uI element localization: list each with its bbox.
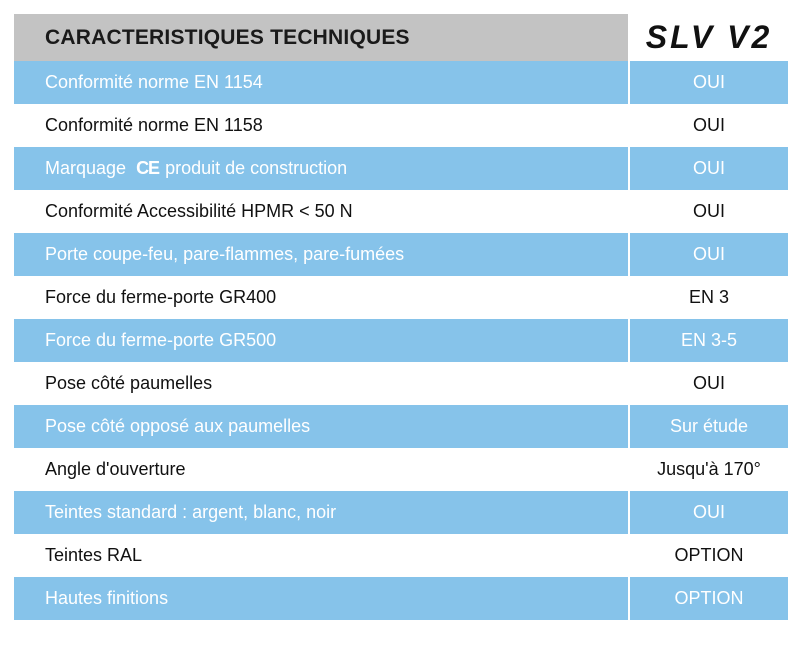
table-row — [14, 233, 788, 276]
row-value: OUI — [630, 147, 788, 190]
table-row — [14, 104, 788, 147]
row-value: Sur étude — [630, 405, 788, 448]
row-label: Hautes finitions — [14, 577, 628, 620]
table-row — [14, 319, 788, 362]
row-value: OUI — [630, 233, 788, 276]
row-label: Conformité norme EN 1158 — [45, 115, 263, 135]
row-value: OUI — [692, 373, 725, 393]
row-value: OUI — [630, 491, 788, 534]
label-prefix: Marquage — [45, 158, 127, 178]
label-suffix: produit de construction — [165, 158, 348, 178]
row-label: Pose côté opposé aux paumelles — [14, 405, 628, 448]
ce-mark-icon: CE — [136, 158, 160, 178]
row-label: Teintes RAL — [45, 545, 143, 565]
row-label: Force du ferme-porte GR400 — [45, 287, 277, 307]
row-value: OUI — [692, 115, 725, 135]
table-row — [14, 362, 788, 405]
row-label — [14, 147, 628, 190]
row-value: OUI — [630, 61, 788, 104]
table-row — [14, 61, 788, 104]
row-value: EN 3 — [688, 287, 730, 307]
row-value: EN 3-5 — [630, 319, 788, 362]
table-row — [14, 190, 788, 233]
row-label: Conformité norme EN 1154 — [14, 61, 628, 104]
row-value: Jusqu'à 170° — [657, 459, 761, 479]
product-name: SLV V2 — [630, 14, 788, 61]
row-value: OUI — [692, 201, 725, 221]
table-row — [14, 405, 788, 448]
row-value: OPTION — [674, 545, 744, 565]
row-label: Pose côté paumelles — [45, 373, 213, 393]
table-row — [14, 577, 788, 620]
table-row — [14, 147, 788, 190]
table-title: CARACTERISTIQUES TECHNIQUES — [14, 14, 628, 61]
spec-table — [14, 14, 788, 620]
row-label: Porte coupe-feu, pare-flammes, pare-fumées — [14, 233, 628, 276]
row-label: Conformité Accessibilité HPMR < 50 N — [45, 201, 353, 221]
table-header — [14, 14, 788, 61]
table-row — [14, 491, 788, 534]
row-label: Force du ferme-porte GR500 — [14, 319, 628, 362]
row-label: Angle d'ouverture — [45, 459, 186, 479]
table-row — [14, 534, 788, 577]
table-row — [14, 448, 788, 491]
table-row — [14, 276, 788, 319]
row-value: OPTION — [630, 577, 788, 620]
row-label: Teintes standard : argent, blanc, noir — [14, 491, 628, 534]
